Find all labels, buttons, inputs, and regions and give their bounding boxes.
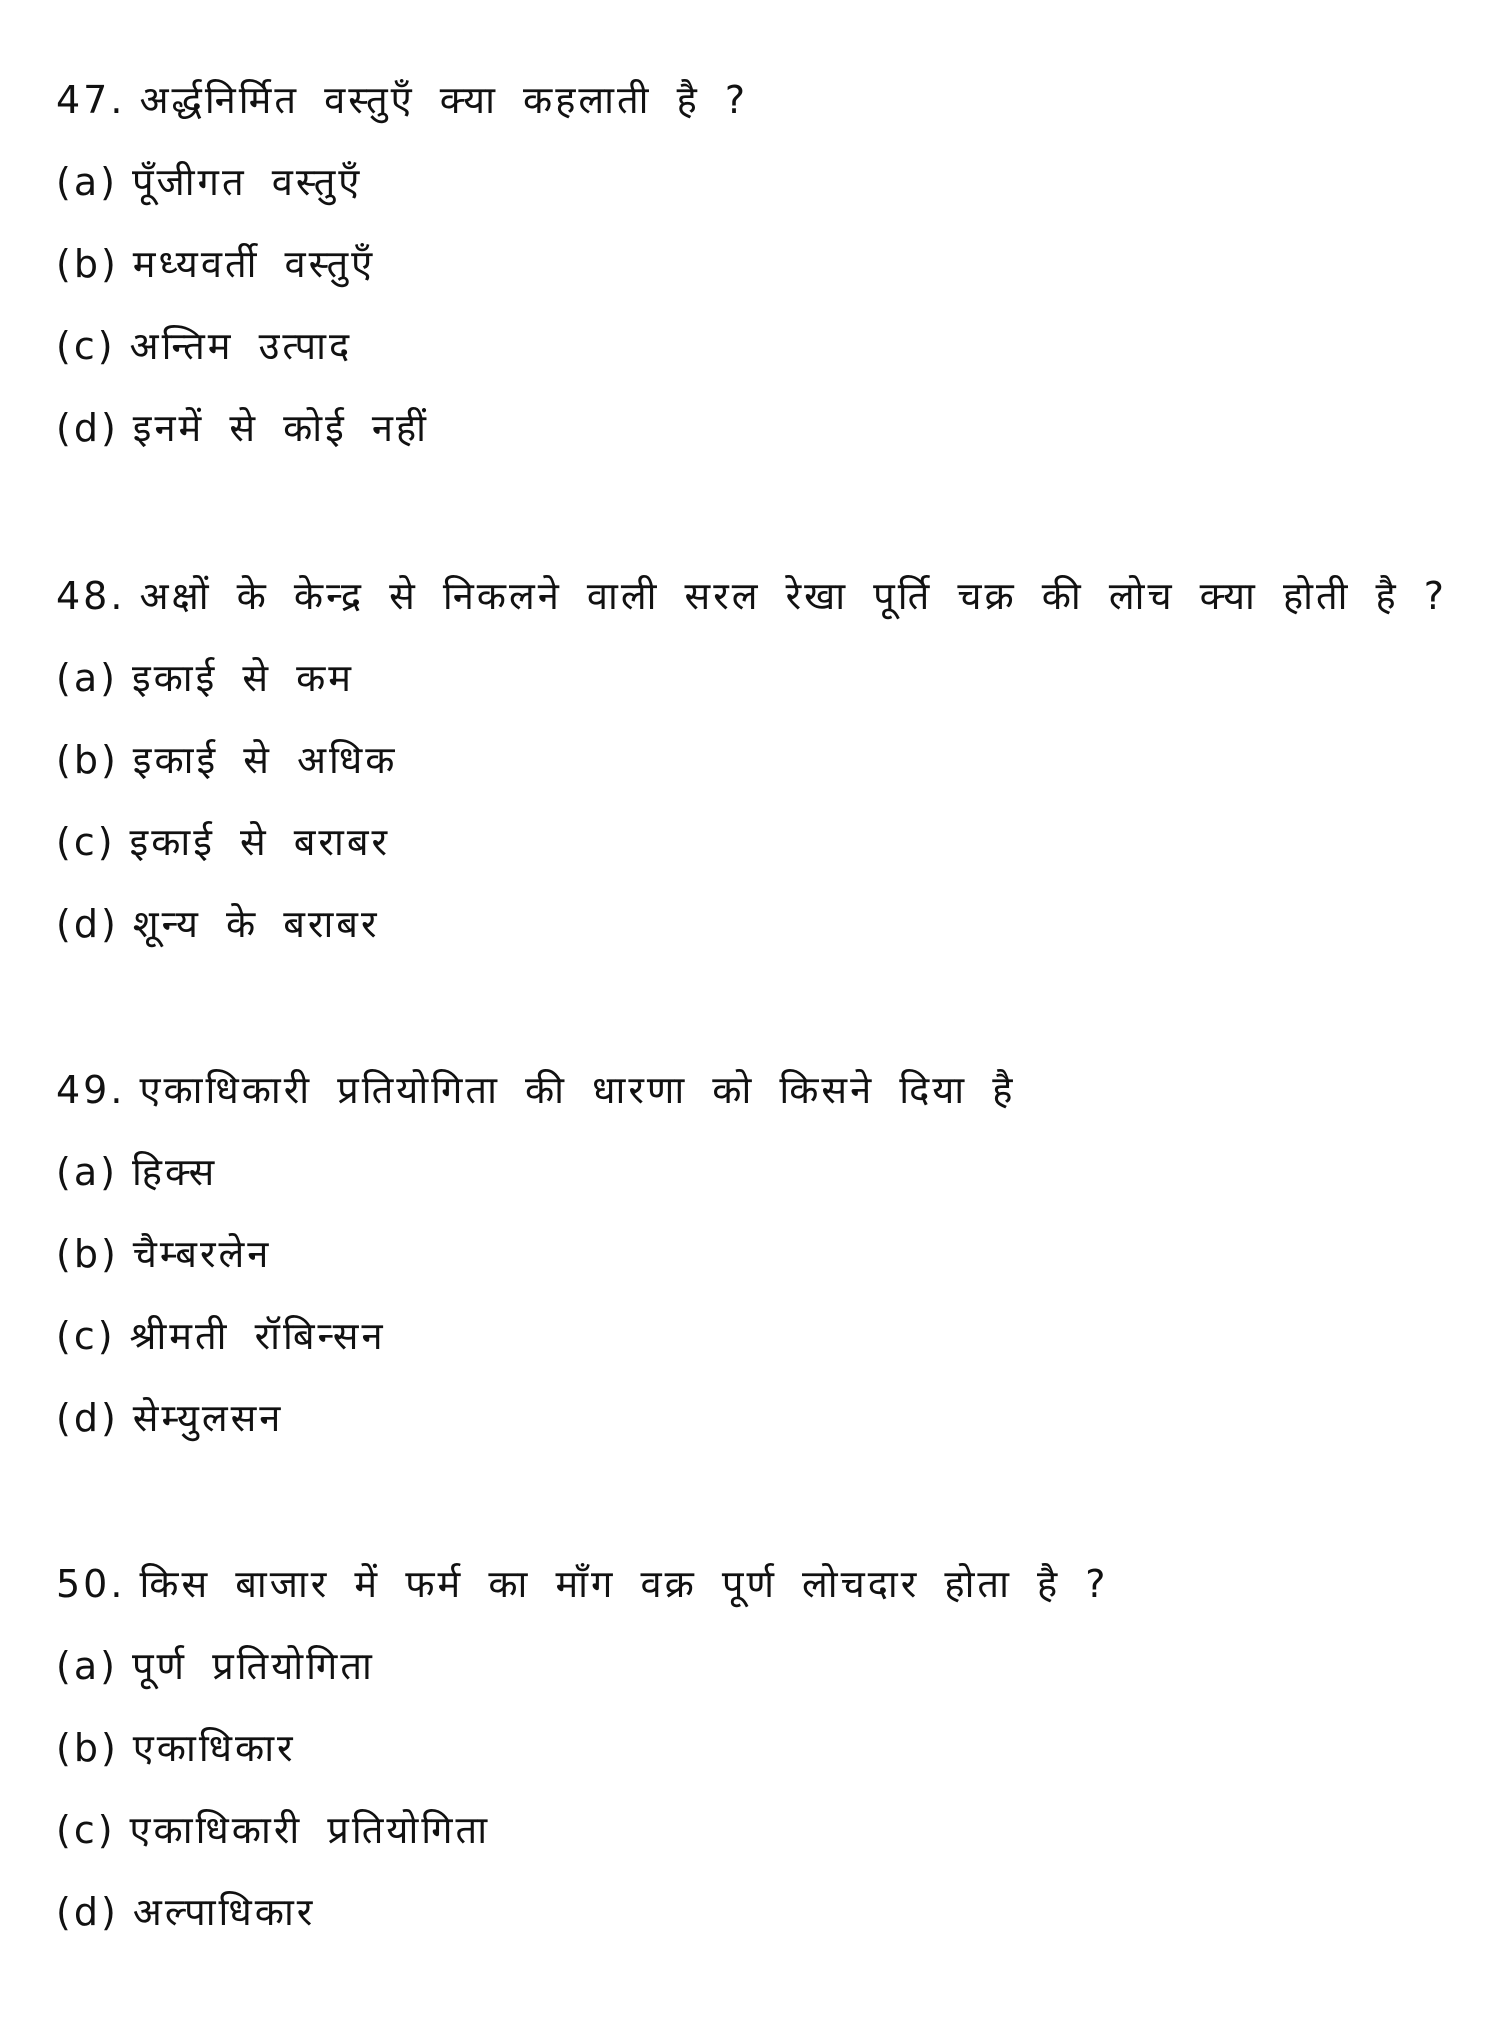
option-key: (d): [56, 406, 119, 450]
option-b: [56, 240, 375, 288]
option-key: (b): [56, 1726, 119, 1770]
option-b: [56, 736, 397, 784]
option-a: [56, 654, 354, 702]
option-key: (d): [56, 1396, 119, 1440]
question-body: किस बाजार में फर्म का माँग वक्र पूर्ण लोचदार होता है ?: [139, 1562, 1109, 1606]
option-key: (a): [56, 160, 118, 204]
option-d: [56, 1888, 315, 1936]
option-text: शून्य के बराबर: [132, 902, 380, 946]
question-body: अक्षों के केन्द्र से निकलने वाली सरल रेखा पूर्ति चक्र की लोच क्या होती है ?: [139, 574, 1447, 618]
question-text: [56, 76, 748, 124]
option-c: [56, 1312, 386, 1360]
question-number: 47.: [56, 78, 126, 122]
option-key: (c): [56, 1314, 116, 1358]
option-key: (c): [56, 820, 116, 864]
question-text: [56, 1560, 1108, 1608]
option-text: हिक्स: [131, 1150, 218, 1194]
option-text: इनमें से कोई नहीं: [132, 406, 429, 450]
option-text: अल्पाधिकार: [132, 1890, 316, 1934]
option-text: एकाधिकार: [132, 1726, 296, 1770]
option-d: [56, 1394, 283, 1442]
option-key: (d): [56, 1890, 119, 1934]
option-key: (c): [56, 1808, 116, 1852]
option-d: [56, 404, 429, 452]
option-text: इकाई से कम: [131, 656, 355, 700]
option-key: (b): [56, 738, 119, 782]
option-c: [56, 1806, 490, 1854]
option-key: (b): [56, 242, 119, 286]
option-text: सेम्युलसन: [132, 1396, 284, 1440]
question-body: एकाधिकारी प्रतियोगिता की धारणा को किसने दिया है: [139, 1068, 1016, 1112]
option-text: श्रीमती रॉबिन्सन: [129, 1314, 386, 1358]
option-d: [56, 900, 380, 948]
option-b: [56, 1230, 271, 1278]
option-text: अन्तिम उत्पाद: [129, 324, 353, 368]
option-a: [56, 158, 362, 206]
question-number: 49.: [56, 1068, 126, 1112]
option-b: [56, 1724, 296, 1772]
option-text: इकाई से अधिक: [132, 738, 398, 782]
option-key: (a): [56, 1150, 118, 1194]
question-number: 48.: [56, 574, 126, 618]
option-key: (d): [56, 902, 119, 946]
option-text: मध्यवर्ती वस्तुएँ: [132, 242, 376, 286]
option-key: (a): [56, 1644, 118, 1688]
question-body: अर्द्धनिर्मित वस्तुएँ क्या कहलाती है ?: [139, 78, 748, 122]
option-text: एकाधिकारी प्रतियोगिता: [129, 1808, 491, 1852]
option-c: [56, 322, 352, 370]
option-a: [56, 1642, 375, 1690]
question-text: [56, 1066, 1015, 1114]
option-key: (b): [56, 1232, 119, 1276]
option-c: [56, 818, 390, 866]
option-text: इकाई से बराबर: [129, 820, 391, 864]
option-text: पूर्ण प्रतियोगिता: [131, 1644, 375, 1688]
question-number: 50.: [56, 1562, 126, 1606]
option-key: (a): [56, 656, 118, 700]
option-text: चैम्बरलेन: [132, 1232, 272, 1276]
option-a: [56, 1148, 217, 1196]
option-key: (c): [56, 324, 116, 368]
question-text: [56, 572, 1447, 620]
option-text: पूँजीगत वस्तुएँ: [131, 160, 363, 204]
